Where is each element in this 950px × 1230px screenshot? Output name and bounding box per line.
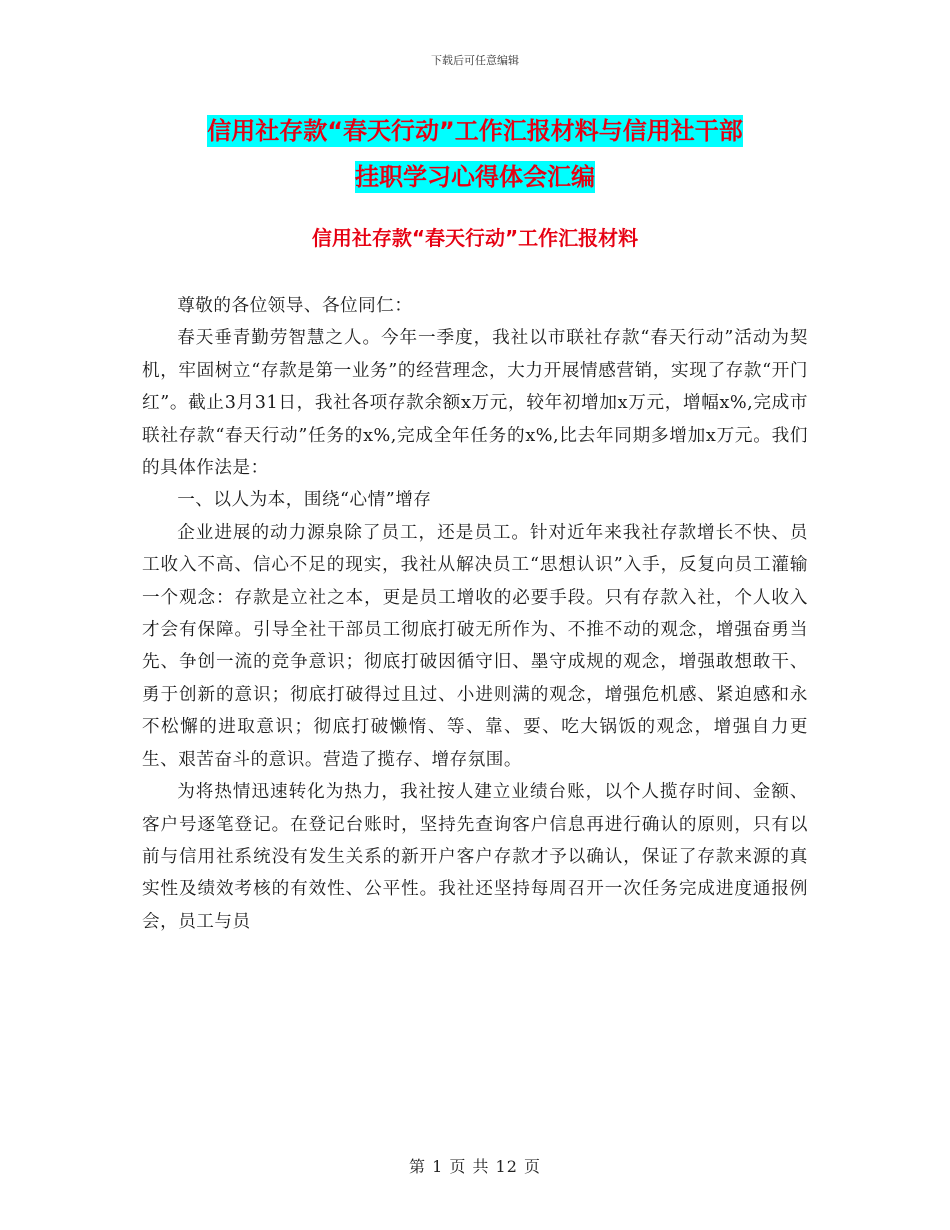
paragraph: 春天垂青勤劳智慧之人。今年一季度，我社以市联社存款“春天行动”活动为契机，牢固树立“存款是第一业务”的经营理念，大力开展情感营销，实现了存款“开门红”。截止3月31日，我社各项存款余额x万元，较年初增加x万元，增幅x%,完成市联社存款“春天行动”任务的x%,完成全年任务的x%,比去年同期多增加x万元。我们的具体作法是：: [142, 328, 808, 479]
header-note: 下载后可任意编辑: [431, 54, 519, 67]
main-title-line2: 挂职学习心得体会汇编: [355, 163, 595, 191]
section-title: 信用社存款“春天行动”工作汇报材料: [311, 226, 639, 250]
main-title-line1: 信用社存款“春天行动”工作汇报材料与信用社干部: [207, 117, 743, 145]
paragraph: 为将热情迅速转化为热力，我社按人建立业绩台账，以个人揽存时间、金额、客户号逐笔登记。在登记台账时，坚持先查询客户信息再进行确认的原则，只有以前与信用社系统没有发生关系的新开户客户存款才予以确认，保证了存款来源的真实性及绩效考核的有效性、公平性。我社还坚持每周召开一次任务完成进度通报例会，员工与员: [142, 782, 808, 932]
subheading: 一、以人为本，围绕“心情”增存: [177, 490, 432, 511]
body-text: [142, 290, 808, 938]
page-footer: 第 1 页 共 12 页: [409, 1157, 541, 1176]
salutation: 尊敬的各位领导、各位同仁：: [177, 296, 413, 316]
main-title: [140, 108, 810, 200]
paragraph: 企业进展的动力源泉除了员工，还是员工。针对近年来我社存款增长不快、员工收入不高、信心不足的现实，我社从解决员工“思想认识”入手，反复向员工灌输一个观念：存款是立社之本，更是员工增收的必要手段。只有存款入社，个人收入才会有保障。引导全社干部员工彻底打破无所作为、不推不动的观念，增强奋勇当先、争创一流的竞争意识；彻底打破因循守旧、墨守成规的观念，增强敢想敢干、勇于创新的意识；彻底打破得过且过、小进则满的观念，增强危机感、紧迫感和永不松懈的进取意识；彻底打破懒惰、等、靠、要、吃大锅饭的观念，增强自力更生、艰苦奋斗的意识。营造了揽存、增存氛围。: [142, 522, 808, 770]
